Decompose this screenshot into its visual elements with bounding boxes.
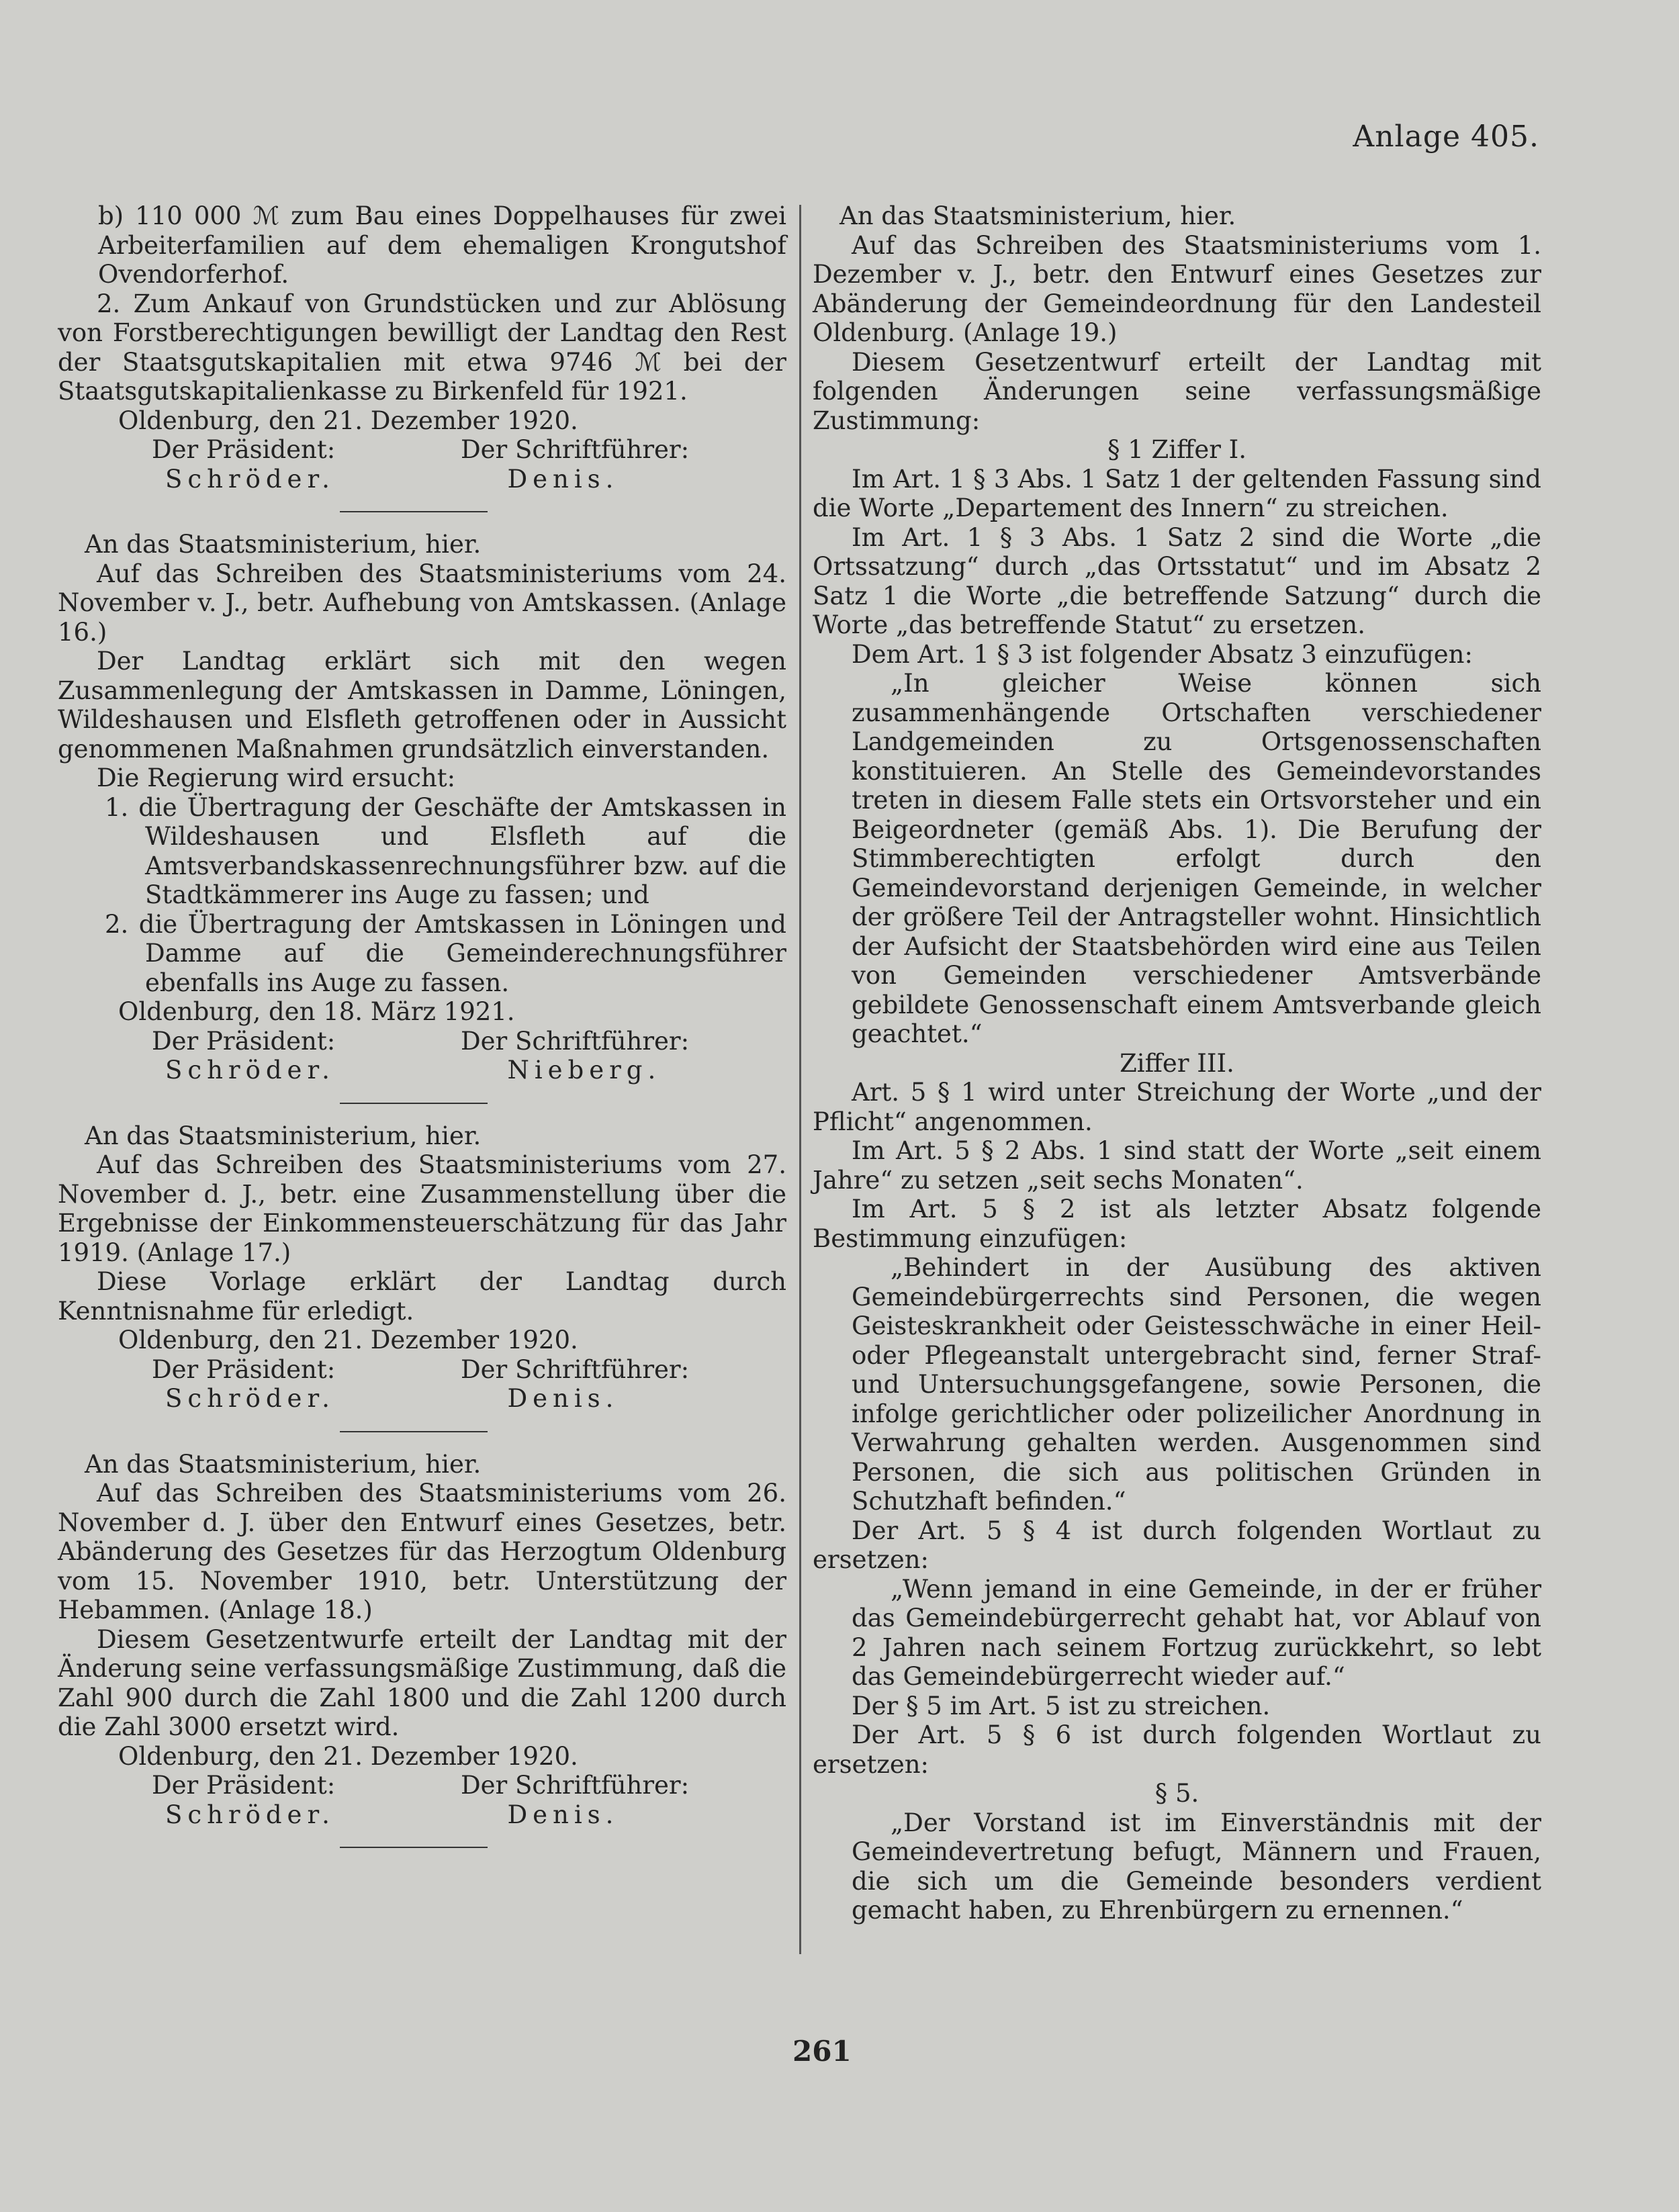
secretary-name: Denis. bbox=[507, 1384, 619, 1413]
column-divider bbox=[799, 205, 801, 1954]
date-line: Oldenburg, den 21. Dezember 1920. bbox=[118, 1741, 578, 1771]
paragraph: Auf das Schreiben des Staatsministeriums vom 26. November d. J. über den Entwurf eines Gesetzes, betr. Abänderung des Gesetzes für das Herzogtum Oldenburg vom 15. November 1910, betr. Unterstützung der Hebammen. (Anlage 18.) bbox=[58, 1479, 786, 1624]
section-rule bbox=[340, 1431, 488, 1432]
paragraph: Im Art. 5 § 2 Abs. 1 sind statt der Worte „seit einem Jahre“ zu setzen „seit sechs Monaten“. bbox=[813, 1136, 1541, 1195]
section-heading: § 5. bbox=[1154, 1779, 1199, 1808]
signature-labels bbox=[58, 1027, 786, 1056]
paragraph: Im Art. 5 § 2 ist als letzter Absatz folgende Bestimmung einzufügen: bbox=[813, 1195, 1541, 1253]
paragraph: Die Regierung wird ersucht: bbox=[97, 764, 456, 792]
president-label: Der Präsident: bbox=[152, 435, 336, 464]
date-line: Oldenburg, den 18. März 1921. bbox=[118, 997, 515, 1026]
date-line: Oldenburg, den 21. Dezember 1920. bbox=[118, 406, 578, 435]
president-label: Der Präsident: bbox=[152, 1354, 336, 1384]
president-name: Schröder. bbox=[165, 1800, 335, 1829]
paragraph: Diesem Gesetzentwurf erteilt der Landtag mit folgenden Änderungen seine verfassungsmäßige Zustimmung: bbox=[813, 347, 1541, 435]
section-heading: Ziffer III. bbox=[1120, 1048, 1234, 1078]
president-label: Der Präsident: bbox=[152, 1026, 336, 1056]
president-label: Der Präsident: bbox=[152, 1771, 336, 1800]
secretary-label: Der Schriftführer: bbox=[461, 435, 690, 464]
address-line: An das Staatsministerium, hier. bbox=[85, 1449, 482, 1479]
quoted-text: „Wenn jemand in eine Gemeinde, in der er früher das Gemeindebürgerrecht gehabt hat, vor Ablauf von 2 Jahren nach seinem Fortzug zurückkehrt, so lebt das Gemeindebürgerrecht wieder auf.“ bbox=[852, 1574, 1541, 1691]
secretary-name: Denis. bbox=[507, 464, 619, 494]
section-rule bbox=[340, 1847, 488, 1848]
secretary-label: Der Schriftführer: bbox=[461, 1771, 690, 1800]
address-line: An das Staatsministerium, hier. bbox=[840, 201, 1236, 230]
signature-names bbox=[58, 1384, 786, 1414]
paragraph: Art. 5 § 1 wird unter Streichung der Worte „und der Pflicht“ angenommen. bbox=[813, 1078, 1541, 1136]
secretary-label: Der Schriftführer: bbox=[461, 1354, 690, 1384]
left-column bbox=[58, 201, 786, 1865]
address-line: An das Staatsministerium, hier. bbox=[85, 1121, 482, 1150]
secretary-name: Nieberg. bbox=[507, 1056, 662, 1085]
signature-labels bbox=[58, 435, 786, 465]
secretary-label: Der Schriftführer: bbox=[461, 1026, 690, 1056]
list-item: 1. die Übertragung der Geschäfte der Amtskassen in Wildeshausen und Elsfleth auf die Amtsverbandskassenrechnungsführer bzw. auf die Stadtkämmerer ins Auge zu fassen; und bbox=[105, 792, 786, 909]
quoted-text: „Behindert in der Ausübung des aktiven Gemeindebürgerrechts sind Personen, die wegen Geisteskrankheit oder Geistesschwäche in einer Heil- oder Pflegeanstalt untergebracht sind, ferner Straf- und Untersuchungsgefangene, sowie Personen, die infolge gerichtlicher oder polizeilicher Anordnung in Verwahrung gehalten werden. Ausgenommen sind Personen, die sich aus politischen Gründen in Schutzhaft befinden.“ bbox=[852, 1253, 1541, 1516]
paragraph: Auf das Schreiben des Staatsministeriums vom 27. November d. J., betr. eine Zusammenstellung über die Ergebnisse der Einkommensteuerschätzung für das Jahr 1919. (Anlage 17.) bbox=[58, 1150, 786, 1267]
paragraph: Auf das Schreiben des Staatsministeriums vom 24. November v. J., betr. Aufhebung von Amtskassen. (Anlage 16.) bbox=[58, 559, 786, 647]
right-column bbox=[813, 201, 1541, 1925]
paragraph: Im Art. 1 § 3 Abs. 1 Satz 2 sind die Worte „die Ortssatzung“ durch „das Ortsstatut“ und im Absatz 2 Satz 1 die Worte „die betreffende Satzung“ durch die Worte „das betreffende Statut“ zu ersetzen. bbox=[813, 522, 1541, 639]
section-rule bbox=[340, 1103, 488, 1104]
address-line: An das Staatsministerium, hier. bbox=[85, 530, 482, 559]
section-heading: § 1 Ziffer I. bbox=[1107, 435, 1247, 464]
president-name: Schröder. bbox=[165, 464, 335, 494]
section-rule bbox=[340, 511, 488, 512]
signature-names bbox=[58, 465, 786, 494]
quoted-text: „Der Vorstand ist im Einverständnis mit der Gemeindevertretung befugt, Männern und Frauen, die sich um die Gemeinde besonders verdient gemacht haben, zu Ehrenbürgern zu ernennen.“ bbox=[852, 1808, 1541, 1925]
president-name: Schröder. bbox=[165, 1056, 335, 1085]
signature-labels bbox=[58, 1771, 786, 1800]
paragraph: Der Art. 5 § 4 ist durch folgenden Wortlaut zu ersetzen: bbox=[813, 1516, 1541, 1574]
paragraph: Auf das Schreiben des Staatsministeriums vom 1. Dezember v. J., betr. den Entwurf eines Gesetzes zur Abänderung der Gemeindeordnung für den Landesteil Oldenburg. (Anlage 19.) bbox=[813, 230, 1541, 347]
paragraph: 2. Zum Ankauf von Grundstücken und zur Ablösung von Forstberechtigungen bewilligt der Landtag den Rest der Staatsgutskapitalien mit etwa 9746 ℳ bei der Staatsgutskapitalienkasse zu Birkenfeld für 1921. bbox=[58, 289, 786, 406]
paragraph: b) 110 000 ℳ zum Bau eines Doppelhauses für zwei Arbeiterfamilien auf dem ehemaligen Krongutshof Ovendorferhof. bbox=[98, 201, 786, 289]
secretary-name: Denis. bbox=[507, 1800, 619, 1829]
president-name: Schröder. bbox=[165, 1384, 335, 1413]
paragraph: Dem Art. 1 § 3 ist folgender Absatz 3 einzufügen: bbox=[852, 639, 1473, 669]
paragraph: Der § 5 im Art. 5 ist zu streichen. bbox=[852, 1691, 1271, 1720]
signature-names bbox=[58, 1056, 786, 1085]
paragraph: Der Landtag erklärt sich mit den wegen Zusammenlegung der Amtskassen in Damme, Löningen, Wildeshausen und Elsfleth getroffenen oder in Aussicht genommenen Maßnahmen grundsätzlich einverstanden. bbox=[58, 647, 786, 764]
paragraph: Der Art. 5 § 6 ist durch folgenden Wortlaut zu ersetzen: bbox=[813, 1720, 1541, 1779]
date-line: Oldenburg, den 21. Dezember 1920. bbox=[118, 1326, 578, 1354]
list-item: 2. die Übertragung der Amtskassen in Löningen und Damme auf die Gemeinderechnungsführer ebenfalls ins Auge zu fassen. bbox=[105, 909, 786, 997]
page-number: 261 bbox=[792, 2035, 852, 2068]
signature-labels bbox=[58, 1355, 786, 1385]
appendix-header: Anlage 405. bbox=[1353, 120, 1539, 154]
paragraph: Diesem Gesetzentwurfe erteilt der Landtag mit der Änderung seine verfassungsmäßige Zustimmung, daß die Zahl 900 durch die Zahl 1800 und die Zahl 1200 durch die Zahl 3000 ersetzt wird. bbox=[58, 1624, 786, 1741]
signature-names bbox=[58, 1800, 786, 1830]
paragraph: Diese Vorlage erklärt der Landtag durch Kenntnisnahme für erledigt. bbox=[58, 1267, 786, 1326]
paragraph: Im Art. 1 § 3 Abs. 1 Satz 1 der geltenden Fassung sind die Worte „Departement des Innern“ zu streichen. bbox=[813, 464, 1541, 522]
quoted-text: „In gleicher Weise können sich zusammenhängende Ortschaften verschiedener Landgemeinden zu Ortsgenossenschaften konstituieren. An Stelle des Gemeindevorstandes treten in diesem Falle stets ein Ortsvorsteher und ein Beigeordneter (gemäß Abs. 1). Die Berufung der Stimmberechtigten erfolgt durch den Gemeindevorstand derjenigen Gemeinde, in welcher der größere Teil der Antragsteller wohnt. Hinsichtlich der Aufsicht der Staatsbehörden wird eine aus Teilen von Gemeinden verschiedener Amtsverbände gebildete Genossenschaft einem Amtsverbande gleich geachtet.“ bbox=[852, 669, 1541, 1048]
